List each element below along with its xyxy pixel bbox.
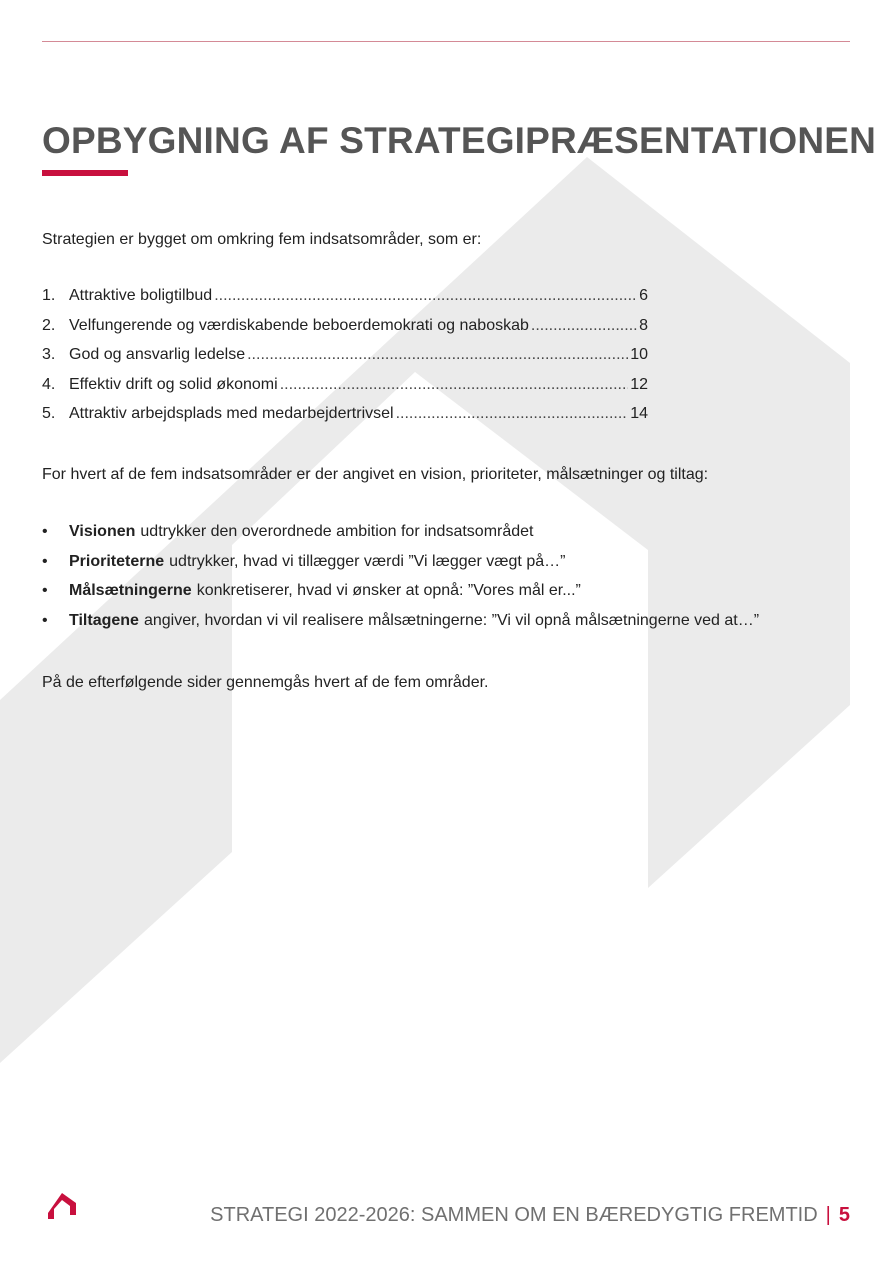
toc-number: 4. (42, 375, 56, 393)
toc-item[interactable] (42, 376, 648, 406)
toc-page-number: 12 (630, 375, 648, 393)
bullet-icon: • (42, 611, 48, 629)
toc-item[interactable] (42, 405, 648, 435)
bullet-term: Visionen (69, 523, 136, 540)
toc-leader-dots (396, 405, 629, 423)
bullet-text: udtrykker, hvad vi tillægger værdi ”Vi lægger vægt på…” (169, 552, 566, 570)
bullet-term: Målsætningerne (69, 582, 192, 599)
toc-leader-dots (531, 317, 637, 335)
footer-title: STRATEGI 2022-2026: SAMMEN OM EN BÆREDYGTIG FREMTID (210, 1204, 818, 1226)
house-roof-logo-icon (46, 1189, 78, 1221)
toc-page-number: 10 (630, 346, 648, 363)
intro-paragraph: Strategien er bygget om omkring fem indsatsområder, som er: (42, 231, 482, 248)
toc-label: Attraktive boligtilbud (69, 287, 213, 304)
page-number: 5 (838, 1204, 850, 1226)
bullet-term: Prioriteterne (69, 552, 165, 570)
toc-leader-dots (280, 376, 629, 394)
page-title: OPBYGNING AF STRATEGIPRÆSENTATIONEN (42, 120, 877, 161)
toc-label: Attraktiv arbejdsplads med medarbejdertrivsel (69, 405, 394, 422)
bullet-text: udtrykker den overordnede ambition for indsatsområdet (140, 523, 534, 540)
footer-separator: | (825, 1204, 831, 1226)
toc-page-number: 8 (639, 316, 648, 334)
bullet-icon: • (42, 552, 48, 570)
toc-leader-dots (214, 287, 637, 305)
bullet-text: konkretiserer, hvad vi ønsker at opnå: ”Vores mål er...” (196, 582, 581, 599)
toc-item[interactable] (42, 317, 648, 347)
title-underline (42, 170, 128, 176)
elements-paragraph: For hvert af de fem indsatsområder er der angivet en vision, prioriteter, målsætninger og tiltag: (42, 466, 709, 483)
toc-label: God og ansvarlig ledelse (69, 346, 246, 363)
toc-label: Effektiv drift og solid økonomi (69, 375, 278, 393)
bullet-term: Tiltagene (69, 611, 139, 629)
toc-page-number: 14 (630, 405, 648, 422)
bullet-text: angiver, hvordan vi vil realisere målsætningerne: ”Vi vil opnå målsætningerne ved at…” (143, 611, 760, 629)
toc-item[interactable] (42, 287, 648, 317)
toc-item[interactable] (42, 346, 648, 376)
closing-paragraph: På de efterfølgende sider gennemgås hvert af de fem områder. (42, 674, 489, 691)
toc-leader-dots (247, 346, 628, 364)
toc-number: 5. (42, 405, 56, 422)
toc-label: Velfungerende og værdiskabende beboerdemokrati og naboskab (69, 316, 529, 334)
toc-number: 2. (42, 316, 56, 334)
top-rule (42, 41, 850, 42)
toc-number: 1. (42, 287, 56, 304)
bullet-list (42, 523, 759, 641)
bullet-icon: • (42, 523, 48, 540)
toc-page-number: 6 (639, 287, 648, 304)
footer (210, 1204, 850, 1227)
bullet-icon: • (42, 582, 48, 599)
list-item (42, 582, 759, 612)
list-item (42, 612, 759, 642)
table-of-contents (42, 287, 648, 435)
list-item (42, 553, 759, 583)
list-item (42, 523, 759, 553)
toc-number: 3. (42, 346, 56, 363)
